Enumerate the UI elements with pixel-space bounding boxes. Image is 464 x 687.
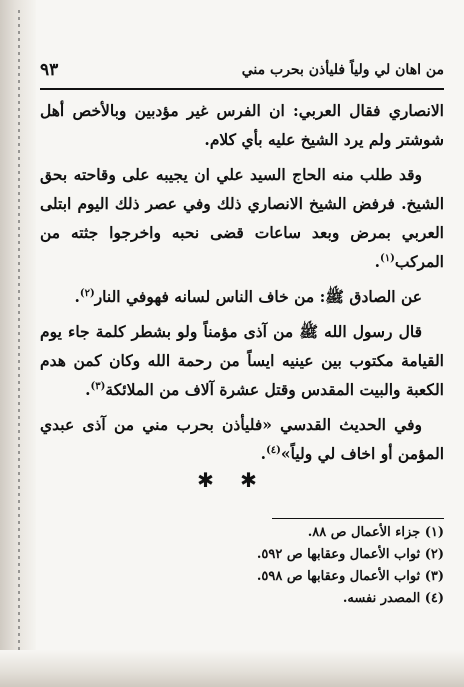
page-header bbox=[40, 56, 444, 86]
paragraph: قال رسول الله ﷺ من آذى مؤمناً ولو بشطر كلمة جاء يوم القيامة مكتوب بين عينيه ايساً من رحمة الله وكان كمن هدم الكعبة والبيت المقدس وقتل عشرة آلاف من الملائكة$^{(٣)}$. bbox=[40, 322, 444, 399]
page-number: ٩٣ bbox=[40, 60, 59, 80]
footnote-item: (٢) ثواب الأعمال وعقابها ص ٥٩٢. bbox=[256, 547, 444, 562]
header-rule bbox=[40, 88, 444, 90]
paragraph: وفي الحديث القدسي «فليأذن بحرب مني من آذى عبدي المؤمن أو اخاف لي ولياً»$^{(٤)}$. bbox=[40, 415, 444, 463]
footnote-ref: (٤) bbox=[266, 444, 281, 456]
footnote-item: (١) جزاء الأعمال ص ٨٨. bbox=[307, 525, 444, 540]
footnotes bbox=[200, 522, 444, 610]
running-title: من اهان لي ولياً فليأذن بحرب مني bbox=[241, 62, 444, 78]
footnote-ref: (١) bbox=[380, 252, 395, 264]
footnote-ref: (٣) bbox=[90, 380, 106, 392]
binding-edge bbox=[18, 10, 20, 660]
footnote-rule bbox=[272, 518, 444, 519]
footnote-ref: (٢) bbox=[79, 287, 95, 299]
page-bottom-shadow bbox=[0, 650, 464, 687]
paragraph: عن الصادق ﷺ: من خاف الناس لسانه فهوفي النار$^{(٢)}$. bbox=[74, 287, 422, 306]
section-ornament: ✱ ✱ bbox=[197, 468, 267, 492]
paragraph: وقد طلب منه الحاج السيد علي ان يجيبه على وقاحته بحق الشيخ. فرفض الشيخ الانصاري ذلك وفي عصر ذلك اليوم ابتلى العربي بمرض وبعد ساعات قضى نحبه واخرجوا جثته من المركب$^{(١)}$. bbox=[40, 165, 444, 271]
footnote-item: (٤) المصدر نفسه. bbox=[342, 591, 444, 606]
paragraph: الانصاري فقال العربي: ان الفرس غير مؤدبين وبالأخص أهل شوشتر ولم يرد الشيخ عليه بأي كلام. bbox=[40, 101, 444, 149]
footnote-item: (٣) ثواب الأعمال وعقابها ص ٥٩٨. bbox=[256, 569, 444, 584]
main-text bbox=[40, 96, 444, 474]
book-spine-shadow bbox=[0, 0, 36, 687]
